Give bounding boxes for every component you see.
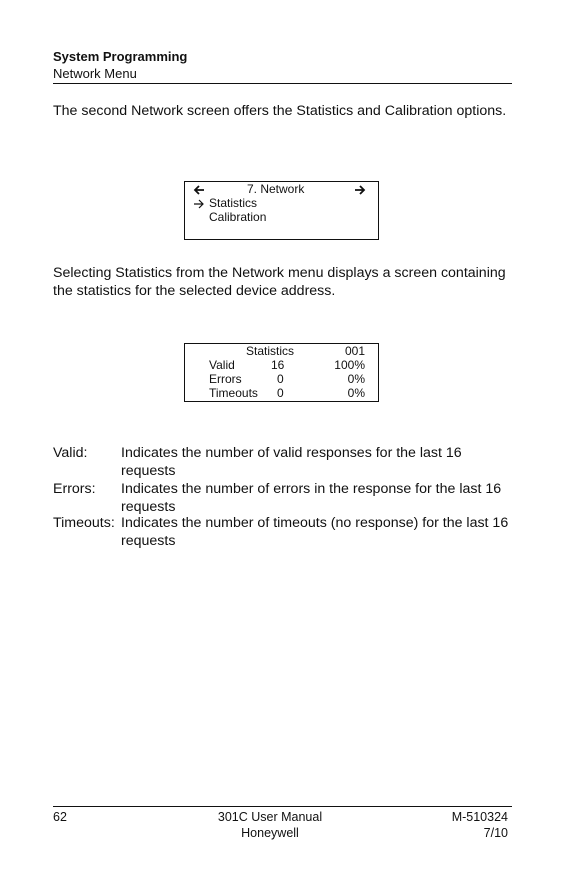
stat-percent-timeouts: 0% <box>347 386 365 400</box>
network-menu-screen <box>184 181 379 240</box>
network-screen-title: 7. Network <box>247 182 305 196</box>
stat-count-valid: 16 <box>271 358 285 372</box>
statistics-screen <box>184 343 379 402</box>
menu-item-calibration[interactable]: Calibration <box>209 210 267 224</box>
footer-divider <box>53 806 512 807</box>
header-divider <box>53 83 512 84</box>
definition-term: Valid: <box>53 445 88 461</box>
statistics-intro-paragraph: Selecting Statistics from the Network menu displays a screen containing the statistics for the selected device address. <box>53 265 506 299</box>
intro-paragraph: The second Network screen offers the Statistics and Calibration options. <box>53 103 507 119</box>
document-number: M-510324 <box>451 810 508 824</box>
stat-percent-valid: 100% <box>334 358 365 372</box>
company-name: Honeywell <box>241 826 299 840</box>
revision-date: 7/10 <box>483 826 508 840</box>
definition-text: Indicates the number of valid responses for the last 16 requests <box>121 445 462 479</box>
arrow-right-icon <box>354 184 366 196</box>
stat-count-errors: 0 <box>277 372 284 386</box>
stat-label-errors: Errors <box>209 372 242 386</box>
section-title: System Programming <box>53 49 188 64</box>
arrow-left-icon <box>193 184 205 196</box>
cursor-arrow-icon <box>193 198 205 210</box>
device-address: 001 <box>345 344 366 358</box>
definition-term: Errors: <box>53 481 96 497</box>
definition-text: Indicates the number of timeouts (no response) for the last 16 requests <box>121 515 509 549</box>
stat-label-valid: Valid <box>209 358 235 372</box>
statistics-screen-title: Statistics <box>246 344 295 358</box>
stat-count-timeouts: 0 <box>277 386 284 400</box>
subsection-title: Network Menu <box>53 66 137 81</box>
definition-text: Indicates the number of errors in the response for the last 16 requests <box>121 481 502 515</box>
manual-title: 301C User Manual <box>217 810 323 824</box>
stat-percent-errors: 0% <box>347 372 365 386</box>
page-number: 62 <box>53 810 67 824</box>
stat-label-timeouts: Timeouts <box>209 386 258 400</box>
menu-item-statistics[interactable]: Statistics <box>209 196 258 210</box>
definition-term: Timeouts: <box>53 515 115 531</box>
